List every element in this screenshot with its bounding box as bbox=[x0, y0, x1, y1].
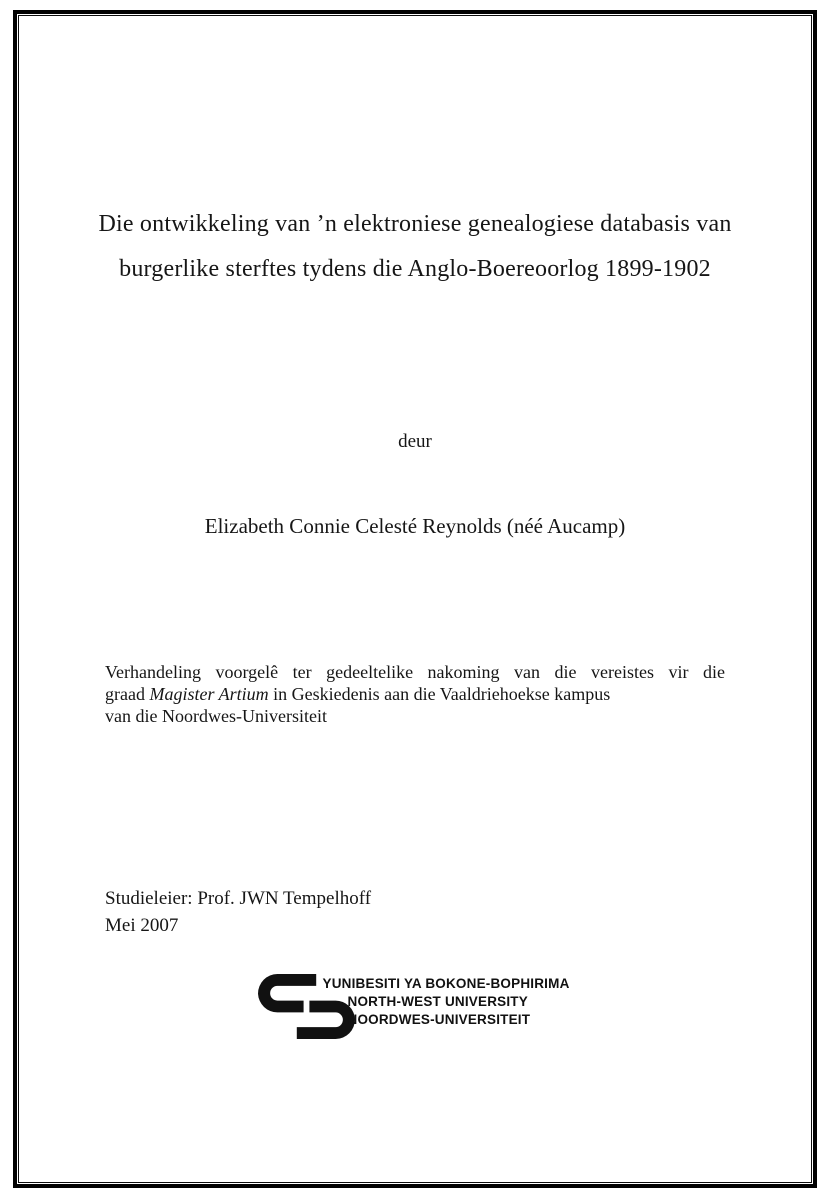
nwu-logo-text bbox=[323, 975, 570, 1029]
author-name: Elizabeth Connie Celesté Reynolds (néé Aucamp) bbox=[204, 514, 626, 538]
page-border-outer bbox=[13, 10, 817, 1188]
thesis-title-line1: Die ontwikkeling van ’n elektroniese genealogiese databasis van bbox=[98, 211, 732, 237]
page-border-inner bbox=[18, 15, 812, 1183]
nwu-logo-text-afrikaans: NOORDWES-UNIVERSITEIT bbox=[347, 1012, 531, 1027]
submission-line2-prefix: graad bbox=[105, 684, 150, 704]
nwu-logo-text-english: NORTH-WEST UNIVERSITY bbox=[347, 994, 528, 1009]
byline: deur bbox=[398, 431, 432, 452]
submission-line3: van die Noordwes-Universiteit bbox=[105, 706, 327, 726]
title-page bbox=[19, 16, 811, 1182]
nwu-logo-text-setswana: YUNIBESITI YA BOKONE-BOPHIRIMA bbox=[322, 976, 570, 991]
thesis-title-line2: burgerlike sterftes tydens die Anglo-Boereoorlog 1899-1902 bbox=[119, 256, 711, 282]
submission-line2 bbox=[105, 683, 725, 705]
nwu-logo bbox=[258, 972, 573, 1040]
degree-name: Magister Artium bbox=[149, 684, 269, 704]
submission-line1: Verhandeling voorgelê ter gedeeltelike nakoming van die vereistes vir die bbox=[105, 662, 725, 682]
submission-line2-suffix: in Geskiedenis aan die Vaaldriehoekse kampus bbox=[268, 684, 611, 704]
submission-statement bbox=[105, 661, 725, 727]
supervisor-line: Studieleier: Prof. JWN Tempelhoff bbox=[105, 888, 372, 909]
date-line: Mei 2007 bbox=[105, 915, 179, 936]
thesis-title bbox=[59, 202, 771, 292]
supervisor-block bbox=[105, 885, 811, 939]
